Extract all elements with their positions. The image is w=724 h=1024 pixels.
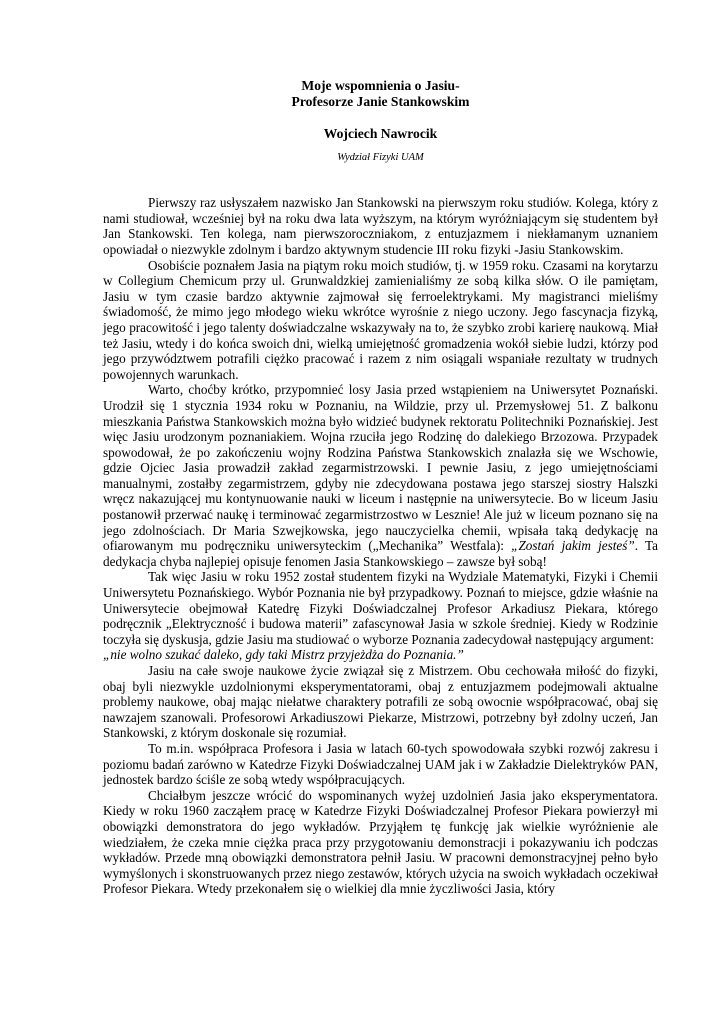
paragraph-3-end: . Ta dedykacja chyba najlepiej opisuje fenomen Jasia Stankowskiego – zawsze był sobą! [103,538,659,569]
author-affiliation: Wydział Fizyki UAM [337,151,424,163]
dedication-quote: „Zostań jakim jesteś” [511,538,635,554]
paragraph-7: Chciałbym jeszcze wrócić do wspominanych wyżej uzdolnień Jasia jako eksperymentatora. Kiedy w roku 1960 zacząłem pracę w Katedrze Fizyki Doświadczalnej Profesor Piekara powierzył mi obowiązki demonstratora do jego wykładów. Przyjąłem tę funkcję jak wielkie wyróżnienie ale wiedziałem, że czeka mnie ciężka praca przy przygotowaniu demonstracji i pokazywaniu ich podczas wykładów. Przede mną obowiązki demonstratora pełnił Jasiu. W pracowni demonstracyjnej pełno było wymyślonych i skonstruowanych przez niego zestawów, których użycia na swoich wykładach oczekiwał Profesor Piekara. Wtedy przekonałem się o wielkiej dla mnie życzliwości Jasia, który [103,787,658,897]
paragraph-5: Jasiu na całe swoje naukowe życie związał się z Mistrzem. Obu cechowała miłość do fizyki, obaj byli niezwykle uzdolnionymi eksperymentatorami, obaj z entuzjazmem podejmowali aktualne problemy naukowe, obaj mając niełatwe charaktery potrafili ze sobą owocnie współpracować, obaj się nawzajem szanowali. Profesorowi Arkadiuszowi Piekarze, Mistrzowi, potrzebny był zdolny uczeń, Jan Stankowski, z którym doskonale się rozumiał. [103,663,658,741]
paragraph-1: Pierwszy raz usłyszałem nazwisko Jan Stankowski na pierwszym roku studiów. Kolega, który z nami studiował, wcześniej był na roku dwa lata wyższym, na którym wyróżniającym się studentem był Jan Stankowski. Ten kolega, nam pierwszoroczniakom, z entuzjazmem i niekłamanym uznaniem opowiadał o niezwykle zdolnym i bardzo aktywnym studencie III roku fizyki -Jasiu Stankowskim. [103,195,658,257]
author-name: Wojciech Nawrocik [323,126,438,141]
paragraph-4: Tak więc Jasiu w roku 1952 został studentem fizyki na Wydziale Matematyki, Fizyki i Chemii Uniwersytetu Poznańskiego. Wybór Poznania nie był przypadkowy. Poznań to miejsce, gdzie właśnie na Uniwersytecie obejmował Katedrę Fizyki Doświadczalnej Profesor Arkadiusz Piekara, którego podręcznik „Elektryczność i budowa materii” zafascynował Jasia w szkole średniej. Kiedy w Rodzinie toczyła się dyskusja, gdzie Jasiu ma studiować o wyborze Poznania zadecydował następujący argument: [103,569,658,647]
document-title [103,78,658,110]
title-line-1: Moje wspomnienia o Jasiu- [301,78,460,93]
title-line-2: Profesorze Janie Stankowskim [291,94,470,109]
paragraph-3-main: Warto, choćby krótko, przypomnieć losy Jasia przed wstąpieniem na Uniwersytet Poznański. Urodził się 1 stycznia 1934 roku w Poznaniu, na Wildzie, przy ul. Przemysłowej 51. Z balkonu mieszkania Państwa Stankowskich można było widzieć budynek rektoratu Politechniki Poznańskiej. Jest więc Jasiu urodzonym poznaniakiem. Wojna rzuciła jego Rodzinę do dalekiego Brzozowa. Przypadek spowodował, że po zakończeniu wojny Rodzina Państwa Stankowskich znalazła się we Wschowie, gdzie Ojciec Jasia prowadził zakład zegarmistrzowski. I pewnie Jasiu, z jego umiejętnościami manualnymi, zostałby zegarmistrzem, gdyby nie zdecydowana postawa jego starszej siostry Halszki wręcz nakazującej mu kontynuowanie nauki w liceum i następnie na uniwersytecie. Bo w liceum Jasiu postanowił przerwać naukę i terminować zegarmistrzostwo w Lesznie! Ale już w liceum poznano się na jego zdolnościach. Dr Maria Szwejkowska, jego nauczycielka chemii, wpisała taką dedykację na ofiarowanym mu podręczniku uniwersyteckim („Mechanika” Westfala): [103,382,658,554]
paragraph-6: To m.in. współpraca Profesora i Jasia w latach 60-tych spowodowała szybki rozwój zakresu i poziomu badań zarówno w Katedrze Fizyki Doświadczalnej UAM jak i w Zakładzie Dielektryków PAN, jednostek bardzo ściśle ze sobą wtedy współpracujących. [103,740,658,788]
document-page [103,78,658,897]
paragraph-2: Osobiście poznałem Jasia na piątym roku moich studiów, tj. w 1959 roku. Czasami na korytarzu w Collegium Chemicum przy ul. Grunwaldzkiej zamienialiśmy ze sobą kilka słów. O ile pamiętam, Jasiu w tym czasie bardzo aktywnie zajmował się ferroelektrykami. My magistranci mieliśmy świadomość, że mimo jego młodego wieku wkrótce wyrośnie z niego uczony. Jego fascynacja fizyką, jego pracowitość i jego talenty doświadczalne wskazywały na to, że szybko zrobi karierę naukową. Miał też Jasiu, wtedy i do końca swoich dni, wielką umiejętność gromadzenia wokół siebie ludzi, którzy pod jego przywództwem potrafili ciężko pracować i razem z nim osiągali wspaniałe rezultaty w trudnych powojennych warunkach. [103,257,658,382]
paragraph-3 [103,382,658,569]
argument-quote: „nie wolno szukać daleko, gdy taki Mistrz przyjeżdża do Poznania.” [103,647,464,663]
document-body [103,195,658,897]
